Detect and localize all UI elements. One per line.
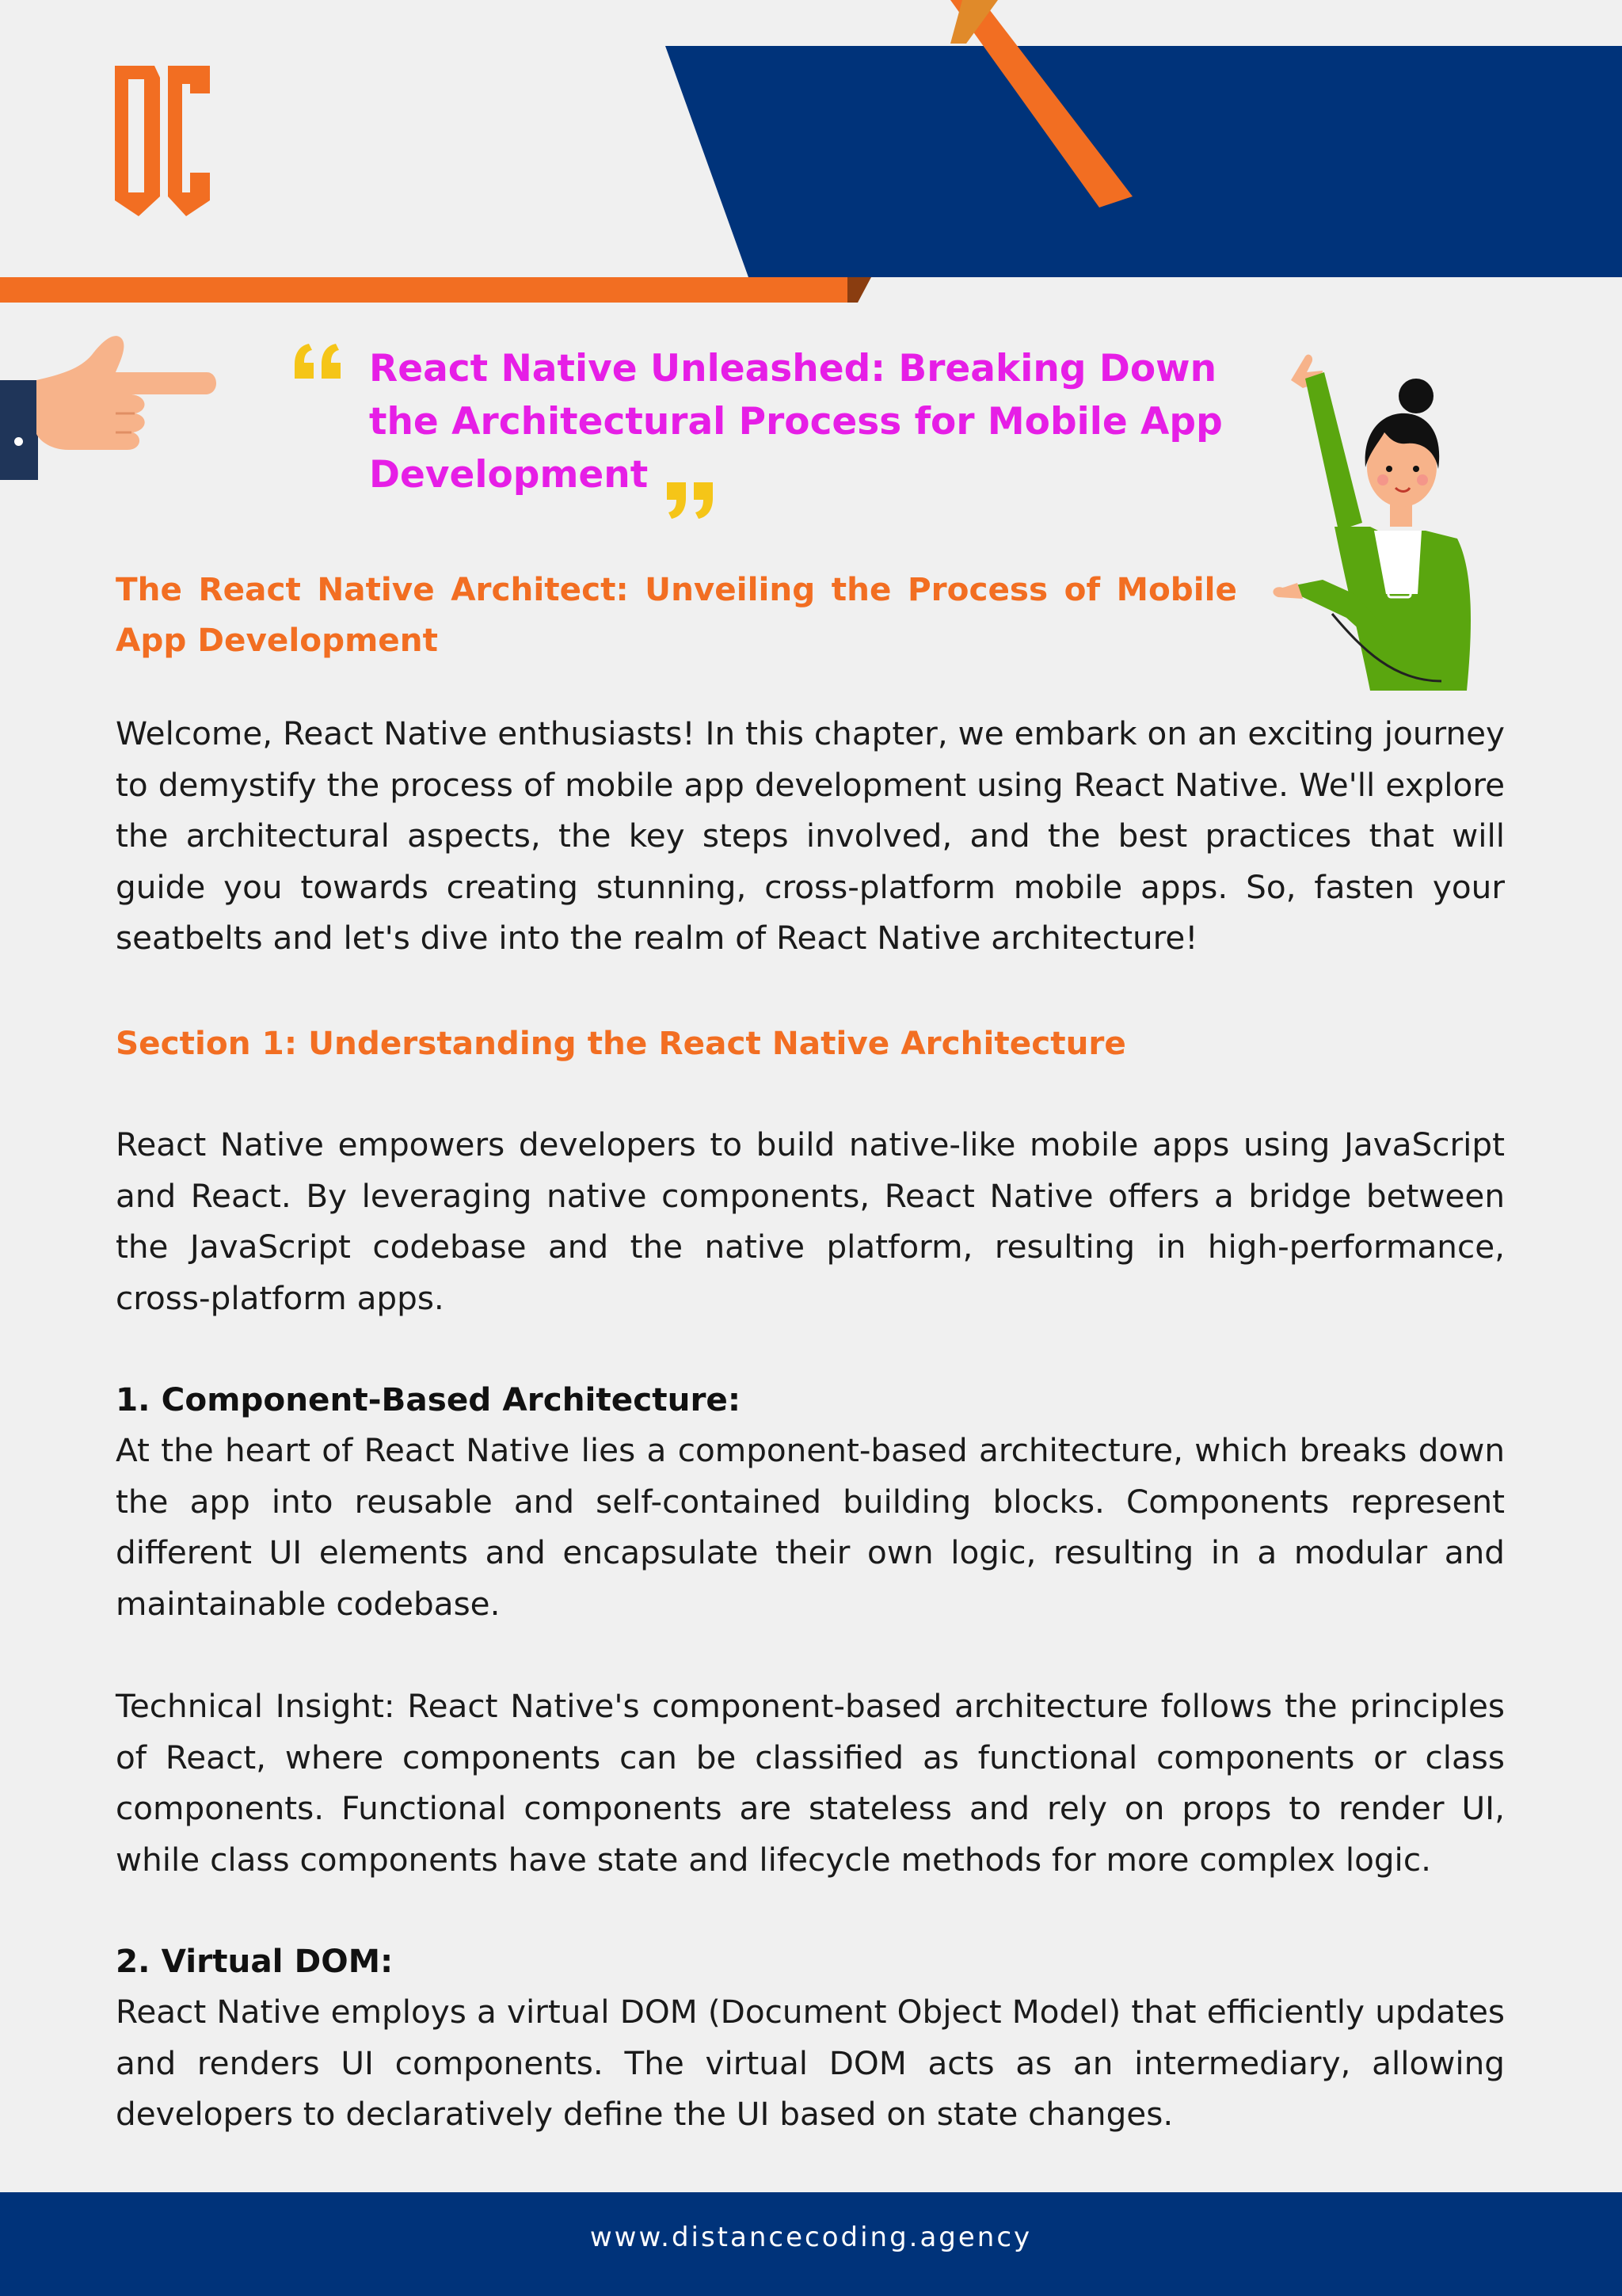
left-navy-tab (0, 380, 38, 480)
intro-paragraph: Welcome, React Native enthusiasts! In this chapter, we embark on an exciting journey to demystify the process of mobile app development using React Native. We'll explore the architectural aspects, the key steps involved, and the best practices that will guide you towards creating stunning, cross-platform mobile apps. So, fasten your seatbelts and let's dive into the realm of React Native architecture! (116, 714, 1505, 957)
item1-paragraph: At the heart of React Native lies a component-based architecture, which breaks down the app into reusable and self-contained building blocks. Components represent different UI elements and encapsulate their own logic, resulting in a modular and maintainable codebase. (116, 1431, 1505, 1623)
item1-insight-paragraph: Technical Insight: React Native's component-based architecture follows the principles of React, where components can be classified as functional components or class components. Functional components are stateless and rely on props to render UI, while class components have state and lifecycle methods for more complex logic. (116, 1687, 1505, 1879)
subtitle-heading: The React Native Architect: Unveiling the Process of Mobile App Development (116, 570, 1237, 659)
header-orange-bar (0, 277, 871, 303)
section1-paragraph: React Native empowers developers to build native-like mobile apps using JavaScript and React. By leveraging native components, React Native offers a bridge between the JavaScript codebase and the native platform, resulting in high-performance, cross-platform apps. (116, 1125, 1505, 1317)
page-title: React Native Unleashed: Breaking Down the Architectural Process for Mobile App Development (369, 347, 1223, 497)
item1-heading: 1. Component-Based Architecture: (116, 1380, 741, 1418)
pointing-hand-icon (36, 331, 219, 466)
dc-logo (111, 62, 214, 220)
item2-paragraph: React Native employs a virtual DOM (Document Object Model) that efficiently updates and renders UI components. The virtual DOM acts as an intermediary, allowing developers to declaratively define the UI based on state changes. (116, 1993, 1505, 2133)
section1-heading: Section 1: Understanding the React Native Architecture (116, 1024, 1126, 1062)
woman-illustration (1259, 333, 1529, 697)
open-quote-icon (291, 341, 347, 388)
footer-url-link[interactable]: www.distancecoding.agency (589, 2222, 1033, 2253)
item2-heading: 2. Virtual DOM: (116, 1942, 394, 1980)
header-banner (0, 0, 1622, 309)
header-navy-shape (665, 46, 1622, 277)
